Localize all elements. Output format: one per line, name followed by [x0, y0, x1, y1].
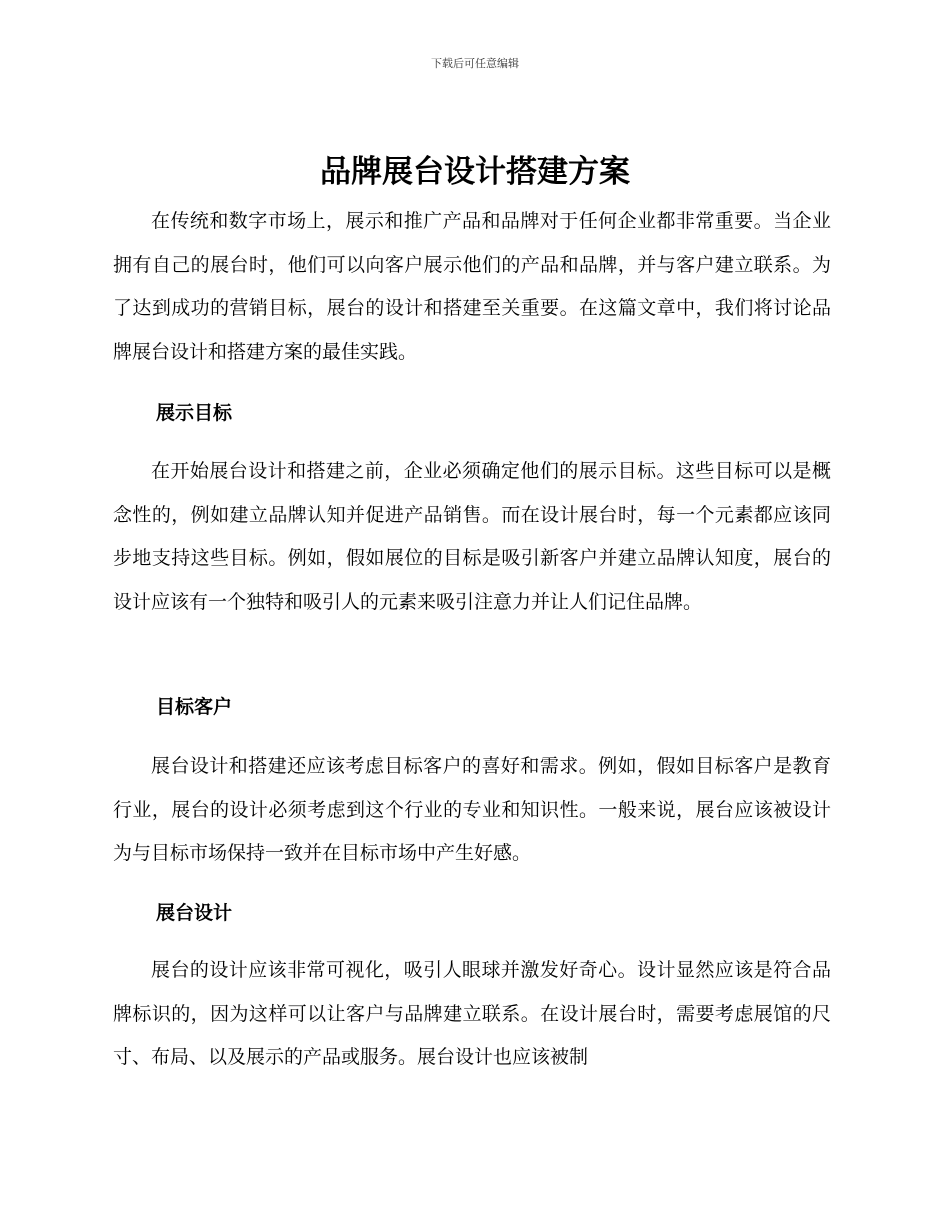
section-heading-display-goals: 展示目标 [156, 402, 233, 424]
section-paragraph-target-customers: 展台设计和搭建还应该考虑目标客户的喜好和需求。例如，假如目标客户是教育行业，展台的设计必须考虑到这个行业的专业和知识性。一般来说，展台应该被设计为与目标市场保持一致并在目标市场中产生好感。 [113, 755, 831, 865]
header-note: 下载后可任意编辑 [431, 57, 519, 70]
document-title: 品牌展台设计搭建方案 [320, 154, 630, 190]
section-paragraph-display-goals: 在开始展台设计和搭建之前，企业必须确定他们的展示目标。这些目标可以是概念性的，例如建立品牌认知并促进产品销售。而在设计展台时，每一个元素都应该同步地支持这些目标。例如，假如展位的目标是吸引新客户并建立品牌认知度，展台的设计应该有一个独特和吸引人的元素来吸引注意力并让人们记住品牌。 [113, 460, 831, 613]
intro-paragraph: 在传统和数字市场上，展示和推广产品和品牌对于任何企业都非常重要。当企业拥有自己的展台时，他们可以向客户展示他们的产品和品牌，并与客户建立联系。为了达到成功的营销目标，展台的设计和搭建至关重要。在这篇文章中，我们将讨论品牌展台设计和搭建方案的最佳实践。 [113, 210, 831, 363]
section-paragraph-booth-design: 展台的设计应该非常可视化，吸引人眼球并激发好奇心。设计显然应该是符合品牌标识的，因为这样可以让客户与品牌建立联系。在设计展台时，需要考虑展馆的尺寸、布局、以及展示的产品或服务。展台设计也应该被制 [113, 959, 831, 1069]
section-heading-target-customers: 目标客户 [156, 696, 233, 718]
section-heading-booth-design: 展台设计 [156, 902, 233, 924]
